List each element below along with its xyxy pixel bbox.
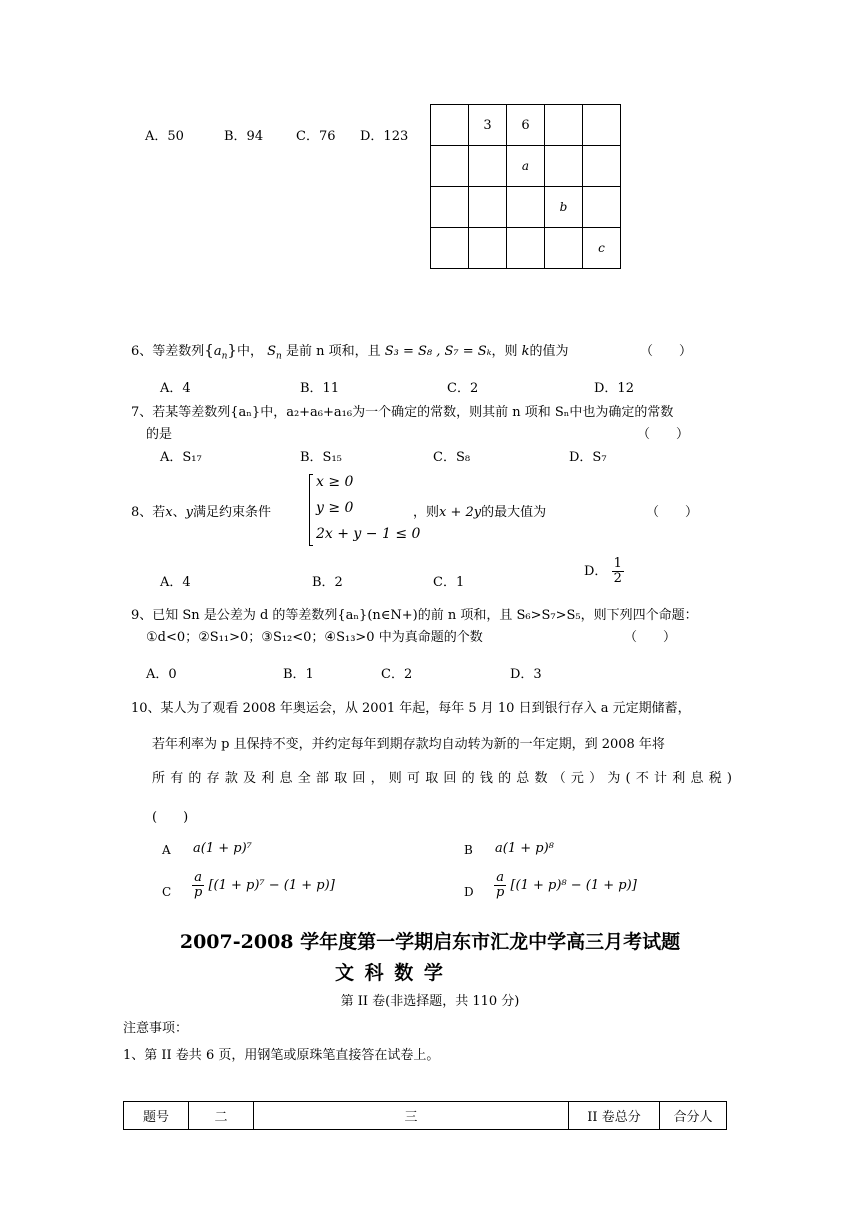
q5-option-a: A．50 — [145, 129, 184, 144]
q7-option-c: C．S₈ — [433, 450, 471, 465]
q6-mid1: 中， — [236, 344, 263, 359]
q8-option-d-den: 2 — [613, 571, 622, 586]
grid-cell — [469, 146, 507, 187]
score-header-cell: II 卷总分 — [569, 1102, 660, 1130]
q9-option-a: A．0 — [146, 667, 177, 682]
grid-cell: 3 — [469, 105, 507, 146]
q10-option-b-text: a(1 + p)⁸ — [495, 841, 554, 856]
q8-x: x — [165, 505, 173, 520]
q9-line1: 9、已知 Sn 是公差为 d 的等差数列{aₙ}(n∈N+)的前 n 项和，且 S₆>S₇>S₅，则下列四个命题： — [131, 608, 698, 623]
q6-prefix: 6、等差数列 — [131, 344, 205, 359]
q6-stem: 6、等差数列$\{a_n\}$中， $S_n$ 是前 n 项和，且 S₃ = S₈ , S₇ = Sₖ，则 k的值为 — [131, 341, 569, 362]
grid-cell — [507, 228, 545, 269]
grid-cell — [583, 105, 621, 146]
score-header-cell: 二 — [189, 1102, 254, 1130]
q10-option-b-label: B — [464, 843, 473, 857]
q5-option-d: D．123 — [360, 129, 409, 144]
q6-end: 的值为 — [529, 344, 569, 359]
q7-line1: 7、若某等差数列{aₙ}中，a₂+a₆+a₁₆为一个确定的常数，则其前 n 项和 Sₙ中也为确定的常数 — [131, 405, 674, 420]
q8-then: ，则 — [413, 505, 440, 520]
q6-answer-bracket: （ ） — [640, 344, 693, 359]
q8-stem-start — [131, 501, 271, 520]
q8-constraint-brace — [309, 474, 313, 546]
q8-y: y — [185, 505, 193, 520]
grid-cell — [545, 146, 583, 187]
q8-expr: x + 2y — [439, 505, 482, 520]
q8-option-b: B．2 — [312, 575, 343, 590]
grid-cell — [431, 228, 469, 269]
q10-option-c-den: p — [194, 885, 203, 900]
q9-line2: ①d<0；②S₁₁>0；③S₁₂<0；④S₁₃>0 中为真命题的个数 — [146, 630, 483, 645]
score-header-cell: 题号 — [124, 1102, 189, 1130]
q10-option-a-text: a(1 + p)⁷ — [193, 841, 252, 856]
q10-option-d-expr — [494, 871, 637, 900]
q10-line3: 所有的存款及利息全部取回，则可取回的钱的总数（元）为(不计利息税) — [152, 771, 732, 786]
note-1: 1、第 II 卷共 6 页，用钢笔或原珠笔直接答在试卷上。 — [123, 1048, 440, 1063]
q8-constraint-1: x ≥ 0 — [316, 474, 354, 490]
q7-answer-bracket: （ ） — [637, 427, 690, 442]
score-header-cell: 三 — [254, 1102, 569, 1130]
q10-option-c-text: [(1 + p)⁷ − (1 + p)] — [208, 878, 335, 893]
q5-option-c: C．76 — [296, 129, 336, 144]
q6-option-d: D．12 — [594, 381, 634, 396]
q10-line2: 若年利率为 p 且保持不变，并约定每年到期存款均自动转为新的一年定期，到 2008 年将 — [152, 737, 665, 752]
grid-cell: 6 — [507, 105, 545, 146]
score-table — [123, 1101, 727, 1130]
grid-cell — [545, 228, 583, 269]
q8-option-d — [584, 557, 624, 586]
grid-cell — [583, 187, 621, 228]
paper-subtitle: 文 科 数 学 — [335, 962, 445, 984]
q10-option-a-label: A — [162, 843, 171, 857]
q6-condition: S₃ = S₈ , S₇ = Sₖ — [384, 344, 492, 359]
q8-mid: 满足约束条件 — [193, 505, 272, 520]
grid-cell — [545, 105, 583, 146]
q6-option-c: C．2 — [447, 381, 479, 396]
grid-cell: a — [507, 146, 545, 187]
q8-end: 的最大值为 — [481, 505, 547, 520]
q6-k: k — [521, 344, 530, 359]
q8-option-d-label: D． — [584, 564, 608, 579]
score-header-cell: 合分人 — [660, 1102, 727, 1130]
q6-s-sub: n — [276, 351, 282, 362]
q6-seq-sub: n — [221, 351, 228, 362]
q6-option-a: A．4 — [160, 381, 191, 396]
q10-option-c-label: C — [162, 885, 172, 899]
q9-option-b: B．1 — [283, 667, 314, 682]
grid-cell: c — [583, 228, 621, 269]
q8-prefix: 8、若 — [131, 505, 166, 520]
q10-line1: 10、某人为了观看 2008 年奥运会，从 2001 年起，每年 5 月 10 日到银行存入 a 元定期储蓄， — [131, 701, 691, 716]
q9-option-d: D．3 — [510, 667, 542, 682]
q6-mid2: 是前 n 项和，且 — [285, 344, 381, 359]
q10-option-c-expr — [192, 871, 335, 900]
q8-option-d-num: 1 — [613, 556, 622, 571]
notes-heading: 注意事项： — [123, 1021, 189, 1036]
q10-answer-bracket: ( ) — [152, 810, 189, 825]
volume-label: 第 II 卷(非选择题，共 110 分) — [340, 994, 520, 1009]
q6-s: S — [267, 344, 276, 359]
q10-option-d-den: p — [496, 885, 505, 900]
q7-line2: 的是 — [146, 427, 173, 442]
q9-option-c: C．2 — [381, 667, 413, 682]
grid-cell — [507, 187, 545, 228]
q5-number-grid — [430, 104, 621, 269]
paper-title: 2007-2008 学年度第一学期启东市汇龙中学高三月考试题 — [179, 931, 681, 953]
q9-answer-bracket: （ ） — [624, 630, 677, 645]
grid-cell — [431, 146, 469, 187]
q8-constraint-3: 2x + y − 1 ≤ 0 — [316, 526, 421, 542]
q7-option-d: D．S₇ — [569, 450, 607, 465]
q7-option-b: B．S₁₅ — [300, 450, 342, 465]
q8-sep: 、 — [172, 505, 186, 520]
grid-cell — [431, 105, 469, 146]
grid-cell — [431, 187, 469, 228]
q6-mid3: ，则 — [491, 344, 518, 359]
q10-option-d-label: D — [464, 885, 474, 899]
grid-cell — [583, 146, 621, 187]
q8-option-a: A．4 — [160, 575, 191, 590]
grid-cell — [469, 187, 507, 228]
q6-option-b: B．11 — [300, 381, 340, 396]
q8-answer-bracket: （ ） — [646, 505, 699, 520]
q8-option-c: C．1 — [433, 575, 465, 590]
q10-option-c-num: a — [192, 871, 204, 886]
q6-seq: a — [213, 344, 222, 359]
q10-option-d-num: a — [494, 871, 506, 886]
grid-cell — [469, 228, 507, 269]
q5-option-b: B．94 — [224, 129, 264, 144]
q7-option-a: A．S₁₇ — [160, 450, 202, 465]
q8-constraint-2: y ≥ 0 — [316, 500, 354, 516]
q8-stem-end — [413, 501, 546, 520]
grid-cell: b — [545, 187, 583, 228]
q10-option-d-text: [(1 + p)⁸ − (1 + p)] — [510, 878, 637, 893]
